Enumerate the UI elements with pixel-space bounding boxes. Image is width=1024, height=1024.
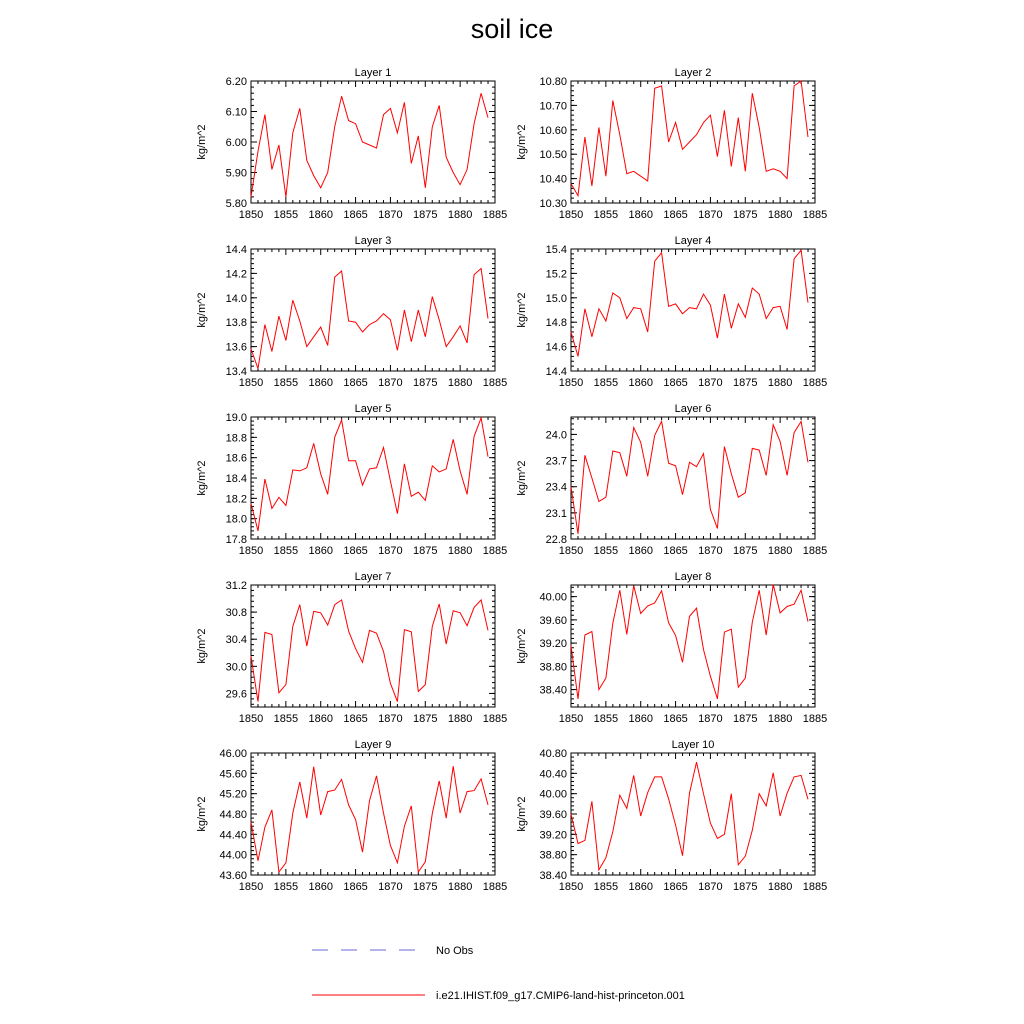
x-tick-label: 1850 [558, 377, 584, 389]
y-tick-label: 45.60 [219, 768, 247, 781]
legend-entry-model [312, 990, 685, 1002]
x-tick-label: 1860 [628, 377, 653, 389]
x-tick-label: 1880 [447, 377, 473, 389]
y-tick-label: 10.30 [539, 198, 567, 210]
x-tick-label: 1870 [378, 209, 403, 221]
y-tick-label: 23.4 [545, 481, 567, 494]
x-tick-label: 1875 [413, 713, 438, 725]
panel-title: Layer 7 [354, 571, 392, 583]
x-tick-label: 1865 [663, 377, 688, 389]
y-tick-label: 15.2 [545, 268, 567, 281]
y-tick-label: 38.80 [539, 661, 567, 674]
y-tick-label: 18.4 [225, 473, 247, 485]
x-tick-label: 1855 [593, 713, 619, 725]
x-tick-label: 1865 [663, 881, 688, 893]
x-tick-label: 1865 [343, 377, 368, 389]
y-tick-label: 18.6 [225, 452, 247, 465]
panel-title: Layer 9 [354, 739, 392, 751]
x-tick-label: 1875 [733, 209, 758, 221]
series-line-model [571, 250, 808, 356]
x-tick-label: 1875 [413, 881, 438, 893]
x-tick-label: 1880 [767, 881, 793, 893]
x-tick-label: 1865 [343, 881, 368, 893]
x-tick-label: 1865 [663, 209, 688, 221]
y-tick-label: 18.2 [225, 493, 247, 506]
y-tick-label: 40.00 [539, 591, 567, 604]
y-tick-label: 5.90 [225, 167, 247, 180]
plot-frame [251, 585, 495, 707]
plot-frame [251, 417, 495, 539]
x-tick-label: 1875 [733, 881, 758, 893]
y-tick-label: 15.4 [545, 244, 567, 256]
x-tick-label: 1885 [802, 545, 828, 557]
series-line-model [571, 81, 808, 196]
panel-layer-10 [516, 739, 827, 893]
plot-frame [571, 249, 815, 371]
y-tick-label: 15.0 [545, 292, 567, 305]
series-line-model [251, 93, 488, 197]
x-tick-label: 1855 [593, 209, 619, 221]
y-tick-label: 22.8 [545, 534, 567, 546]
x-tick-label: 1885 [482, 377, 508, 389]
y-axis-label: kg/m^2 [196, 796, 208, 832]
x-tick-label: 1875 [413, 209, 438, 221]
x-tick-label: 1860 [628, 881, 653, 893]
legend-label: i.e21.IHIST.f09_g17.CMIP6-land-hist-princeton.001 [436, 990, 685, 1002]
x-tick-label: 1860 [628, 545, 653, 557]
y-tick-label: 13.4 [225, 366, 247, 378]
y-tick-label: 38.40 [539, 684, 567, 697]
x-tick-label: 1860 [308, 713, 333, 725]
x-tick-label: 1880 [447, 713, 473, 725]
panel-title: Layer 8 [674, 571, 712, 583]
series-line-model [251, 269, 488, 369]
x-tick-label: 1850 [238, 881, 264, 893]
y-tick-label: 23.7 [545, 455, 567, 468]
x-tick-label: 1855 [273, 377, 299, 389]
y-tick-label: 14.2 [225, 268, 247, 281]
y-tick-label: 40.00 [539, 788, 567, 801]
panel-layer-1 [196, 67, 507, 221]
y-axis-label: kg/m^2 [516, 124, 528, 160]
x-tick-label: 1880 [767, 713, 793, 725]
x-tick-label: 1850 [558, 545, 584, 557]
x-tick-label: 1855 [593, 881, 619, 893]
x-tick-label: 1850 [238, 545, 264, 557]
plot-frame [571, 753, 815, 875]
x-tick-label: 1855 [273, 545, 299, 557]
y-tick-label: 29.6 [225, 688, 247, 701]
panel-layer-8 [516, 571, 827, 725]
y-axis-label: kg/m^2 [516, 292, 528, 328]
x-tick-label: 1880 [447, 209, 473, 221]
x-tick-label: 1865 [343, 545, 368, 557]
x-tick-label: 1870 [698, 881, 723, 893]
y-tick-label: 14.4 [545, 366, 567, 378]
chart-panels [196, 67, 827, 893]
panel-layer-9 [196, 739, 507, 893]
y-tick-label: 44.80 [219, 809, 247, 821]
legend-entry-obs [312, 945, 474, 957]
x-tick-label: 1870 [698, 545, 723, 557]
y-tick-label: 31.2 [225, 580, 247, 592]
page-title: soil ice [470, 14, 554, 44]
x-tick-label: 1880 [447, 545, 473, 557]
x-tick-label: 1865 [663, 545, 688, 557]
y-tick-label: 44.40 [219, 829, 247, 842]
x-tick-label: 1870 [698, 377, 723, 389]
series-line-model [251, 418, 488, 531]
series-line-model [571, 584, 808, 699]
x-tick-label: 1850 [558, 713, 584, 725]
y-axis-label: kg/m^2 [196, 460, 208, 496]
x-tick-label: 1880 [767, 545, 793, 557]
x-tick-label: 1870 [378, 881, 403, 893]
panel-title: Layer 5 [354, 403, 392, 415]
x-tick-label: 1885 [482, 713, 508, 725]
panel-layer-5 [196, 403, 507, 557]
x-tick-label: 1885 [802, 713, 828, 725]
x-tick-label: 1855 [273, 713, 299, 725]
x-tick-label: 1870 [378, 377, 403, 389]
y-axis-label: kg/m^2 [196, 292, 208, 328]
y-tick-label: 14.6 [545, 341, 567, 354]
y-axis-label: kg/m^2 [516, 796, 528, 832]
x-tick-label: 1885 [482, 881, 508, 893]
y-axis-label: kg/m^2 [516, 460, 528, 496]
x-tick-label: 1860 [628, 209, 653, 221]
x-tick-label: 1860 [308, 209, 333, 221]
y-tick-label: 18.0 [225, 513, 247, 526]
y-tick-label: 30.0 [225, 661, 247, 674]
panel-title: Layer 4 [674, 235, 712, 247]
x-tick-label: 1850 [558, 209, 584, 221]
panel-layer-3 [196, 235, 507, 389]
y-tick-label: 10.80 [539, 76, 567, 88]
x-tick-label: 1875 [733, 713, 758, 725]
y-tick-label: 13.6 [225, 341, 247, 354]
y-tick-label: 38.40 [539, 870, 567, 882]
plot-frame [251, 249, 495, 371]
legend [312, 945, 685, 1002]
x-tick-label: 1850 [238, 713, 264, 725]
y-tick-label: 23.1 [545, 507, 567, 520]
y-tick-label: 17.8 [225, 534, 247, 546]
x-tick-label: 1885 [482, 545, 508, 557]
x-tick-label: 1885 [802, 209, 828, 221]
legend-label: No Obs [436, 945, 474, 957]
y-axis-label: kg/m^2 [516, 628, 528, 664]
series-line-model [571, 421, 808, 533]
panel-title: Layer 3 [354, 235, 392, 247]
panel-title: Layer 6 [674, 403, 712, 415]
x-tick-label: 1885 [802, 377, 828, 389]
x-tick-label: 1855 [593, 377, 619, 389]
y-axis-label: kg/m^2 [196, 628, 208, 664]
y-axis-label: kg/m^2 [196, 124, 208, 160]
plot-frame [251, 753, 495, 875]
x-tick-label: 1860 [308, 545, 333, 557]
panel-title: Layer 10 [671, 739, 715, 751]
y-tick-label: 10.40 [539, 173, 567, 186]
y-tick-label: 6.10 [225, 106, 247, 119]
plot-frame [571, 585, 815, 707]
x-tick-label: 1850 [238, 377, 264, 389]
x-tick-label: 1870 [378, 713, 403, 725]
y-tick-label: 30.8 [225, 607, 247, 620]
y-tick-label: 24.0 [545, 429, 567, 442]
x-tick-label: 1860 [308, 881, 333, 893]
panel-title: Layer 1 [354, 67, 392, 79]
y-tick-label: 10.60 [539, 124, 567, 137]
y-tick-label: 46.00 [219, 748, 247, 760]
y-tick-label: 40.80 [539, 748, 567, 760]
panel-layer-6 [516, 403, 827, 557]
x-tick-label: 1880 [767, 209, 793, 221]
x-tick-label: 1875 [733, 545, 758, 557]
y-tick-label: 14.8 [545, 317, 567, 330]
x-tick-label: 1850 [558, 881, 584, 893]
y-tick-label: 10.70 [539, 100, 567, 113]
plot-frame [571, 81, 815, 203]
y-tick-label: 6.20 [225, 76, 247, 88]
y-tick-label: 39.20 [539, 638, 567, 651]
y-tick-label: 43.60 [219, 870, 247, 882]
y-tick-label: 39.60 [539, 614, 567, 627]
series-line-model [571, 762, 808, 870]
x-tick-label: 1885 [802, 881, 828, 893]
x-tick-label: 1850 [238, 209, 264, 221]
x-tick-label: 1865 [343, 713, 368, 725]
plot-frame [571, 417, 815, 539]
x-tick-label: 1860 [308, 377, 333, 389]
panel-layer-2 [516, 67, 827, 221]
series-line-model [251, 600, 488, 702]
y-tick-label: 44.00 [219, 849, 247, 862]
y-tick-label: 6.00 [225, 137, 247, 149]
x-tick-label: 1865 [663, 713, 688, 725]
x-tick-label: 1860 [628, 713, 653, 725]
y-tick-label: 40.40 [539, 768, 567, 781]
y-tick-label: 13.8 [225, 317, 247, 330]
y-tick-label: 45.20 [219, 788, 247, 801]
panel-title: Layer 2 [674, 67, 712, 79]
series-line-model [251, 766, 488, 872]
y-tick-label: 39.20 [539, 829, 567, 842]
y-tick-label: 38.80 [539, 849, 567, 862]
panel-layer-4 [516, 235, 827, 389]
y-tick-label: 10.50 [539, 149, 567, 162]
x-tick-label: 1855 [593, 545, 619, 557]
x-tick-label: 1880 [767, 377, 793, 389]
x-tick-label: 1875 [413, 545, 438, 557]
y-tick-label: 39.60 [539, 809, 567, 821]
x-tick-label: 1870 [698, 713, 723, 725]
x-tick-label: 1865 [343, 209, 368, 221]
y-tick-label: 14.0 [225, 292, 247, 305]
x-tick-label: 1855 [273, 881, 299, 893]
y-tick-label: 19.0 [225, 412, 247, 424]
x-tick-label: 1870 [378, 545, 403, 557]
y-tick-label: 18.8 [225, 432, 247, 445]
x-tick-label: 1875 [413, 377, 438, 389]
x-tick-label: 1880 [447, 881, 473, 893]
y-tick-label: 14.4 [225, 244, 247, 256]
x-tick-label: 1870 [698, 209, 723, 221]
y-tick-label: 30.4 [225, 634, 247, 647]
x-tick-label: 1885 [482, 209, 508, 221]
x-tick-label: 1855 [273, 209, 299, 221]
x-tick-label: 1875 [733, 377, 758, 389]
y-tick-label: 5.80 [225, 198, 247, 210]
panel-layer-7 [196, 571, 507, 725]
